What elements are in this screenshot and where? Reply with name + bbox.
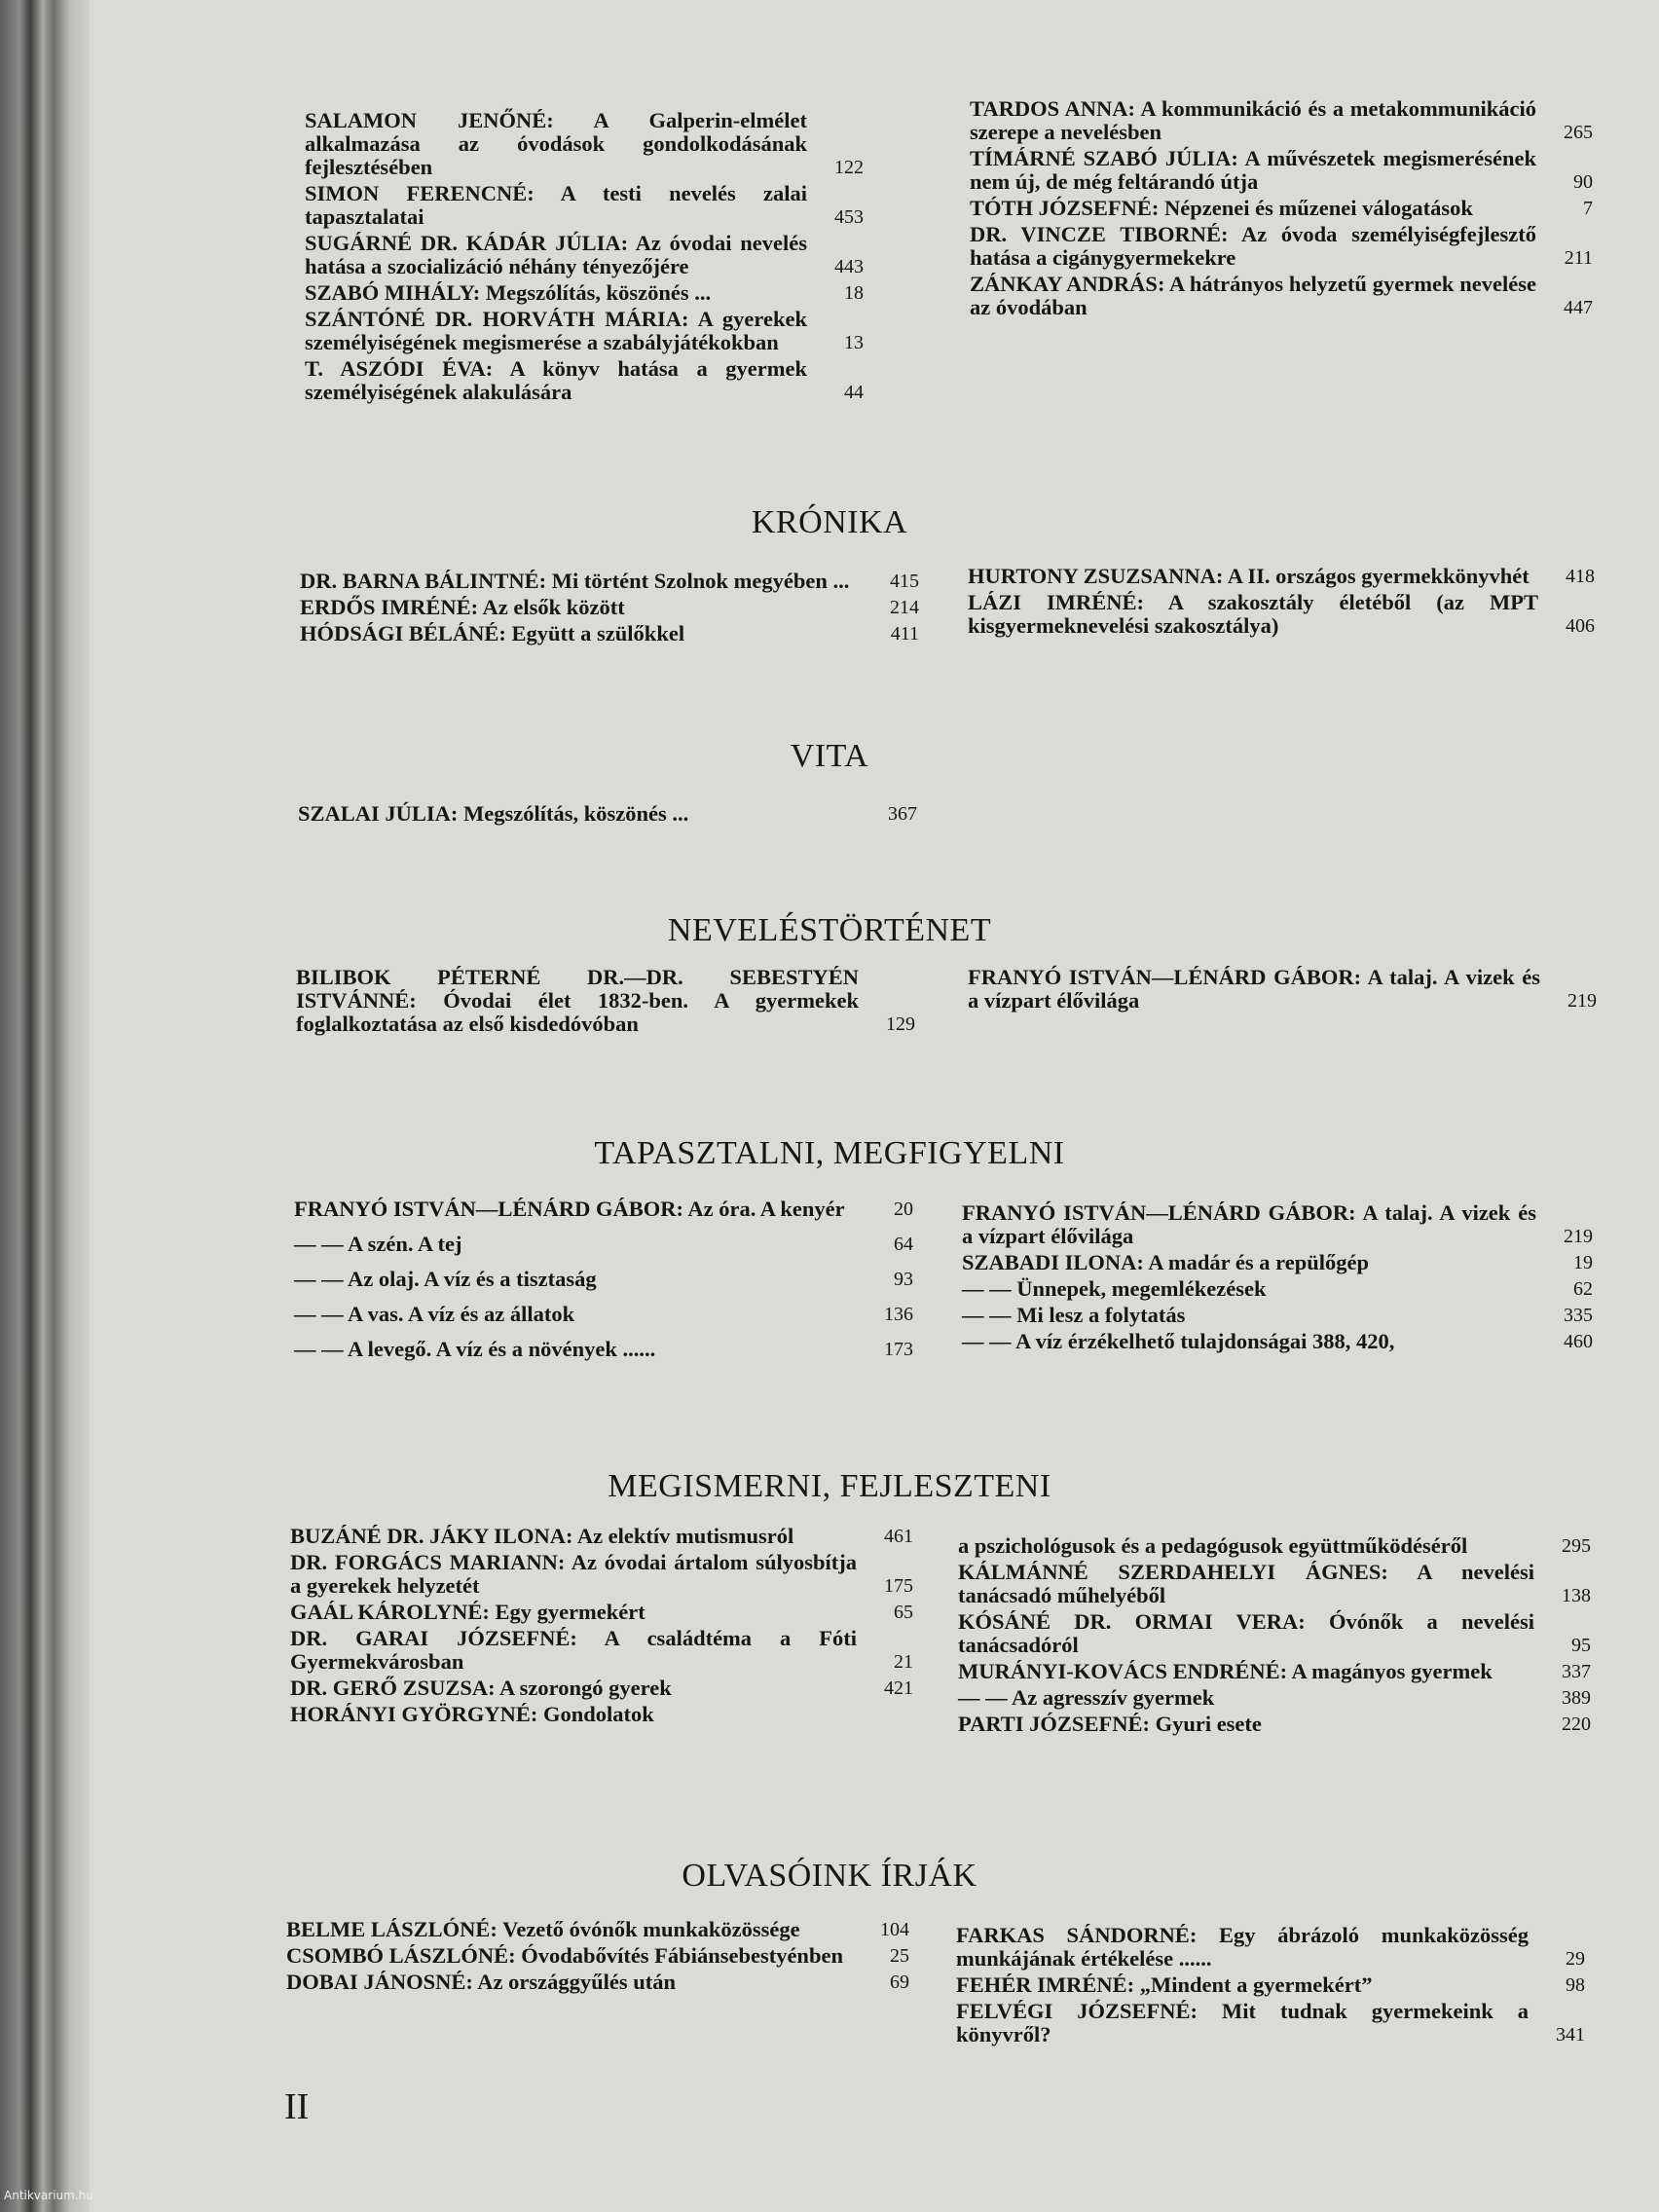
toc-entry: FARKAS SÁNDORNÉ: Egy ábrázoló munkaközösség munkájának értékelése ...... 29 [956, 1923, 1585, 1971]
toc-entry: ERDŐS IMRÉNÉ: Az elsők között 214 [300, 595, 919, 619]
olvasoink-right-column [956, 1924, 1585, 2049]
tapasztalni-right-column [962, 1201, 1593, 1356]
kronika-left-column [300, 570, 919, 648]
toc-entry: PARTI JÓZSEFNÉ: Gyuri esete 220 [958, 1712, 1591, 1736]
toc-entry: TÓTH JÓZSEFNÉ: Népzenei és műzenei válogatások 7 [970, 196, 1593, 220]
toc-entry: KÁLMÁNNÉ SZERDAHELYI ÁGNES: A nevelési tanácsadó műhelyéből 138 [958, 1560, 1591, 1607]
toc-entry: HORÁNYI GYÖRGYNÉ: Gondolatok [290, 1702, 654, 1726]
toc-entry: BILIBOK PÉTERNÉ DR.—DR. SEBESTYÉN ISTVÁNNÉ: Óvodai élet 1832-ben. A gyermekek foglalkoztatása az első kisdedóvóban 129 [296, 965, 915, 1036]
toc-entry: HURTONY ZSUZSANNA: A II. országos gyermekkönyvhét 418 [968, 564, 1595, 588]
toc-entry: BELME LÁSZLÓNÉ: Vezető óvónők munkaközössége 104 [286, 1917, 909, 1941]
top-right-column [970, 97, 1593, 322]
toc-entry: T. ASZÓDI ÉVA: A könyv hatása a gyermek személyiségének alakulására 44 [305, 356, 864, 404]
toc-entry: SUGÁRNÉ DR. KÁDÁR JÚLIA: Az óvodai nevelés hatása a szocializáció néhány tényezőjére 443 [305, 231, 864, 278]
toc-entry: SZÁNTÓNÉ DR. HORVÁTH MÁRIA: A gyerekek személyiségének megismerése a szabályjátékokban 13 [305, 307, 864, 354]
toc-entry: SZABADI ILONA: A madár és a repülőgép 19 [962, 1250, 1593, 1274]
toc-entry: LÁZI IMRÉNÉ: A szakosztály életéből (az MPT kisgyermeknevelési szakosztálya) 406 [968, 590, 1595, 638]
toc-entry: SIMON FERENCNÉ: A testi nevelés zalai tapasztalatai 453 [305, 181, 864, 229]
toc-entry: BUZÁNÉ DR. JÁKY ILONA: Az elektív mutismusról 461 [290, 1524, 913, 1548]
section-heading-vita: VITA [790, 738, 869, 774]
olvasoink-left-column [286, 1918, 909, 1997]
megismerni-right-column [958, 1534, 1591, 1739]
toc-entry: SZABÓ MIHÁLY: Megszólítás, köszönés ... 18 [305, 280, 864, 305]
neveles-right-column [968, 966, 1597, 1015]
toc-entry: KÓSÁNÉ DR. ORMAI VERA: Óvónők a nevelési tanácsadóról 95 [958, 1609, 1591, 1657]
toc-entry: DR. FORGÁCS MARIANN: Az óvodai ártalom súlyosbítja a gyerekek helyzetét 175 [290, 1550, 913, 1598]
neveles-left-column [296, 966, 915, 1039]
toc-entry: TÍMÁRNÉ SZABÓ JÚLIA: A művészetek megismerésének nem új, de még feltárandó útja 90 [970, 146, 1593, 194]
toc-entry: FRANYÓ ISTVÁN—LÉNÁRD GÁBOR: A talaj. A vizek és a vízpart élővilága 219 [968, 965, 1597, 1013]
toc-entry: FEHÉR IMRÉNÉ: „Mindent a gyermekért” 98 [956, 1972, 1585, 1997]
toc-entry: SALAMON JENŐNÉ: A Galperin-elmélet alkalmazása az óvodások gondolkodásának fejlesztésében 122 [305, 108, 864, 179]
toc-entry: DR. GARAI JÓZSEFNÉ: A családtéma a Fóti Gyermekvárosban 21 [290, 1626, 913, 1674]
toc-entry: — — Az olaj. A víz és a tisztaság 93 [294, 1267, 913, 1291]
toc-entry: — — A vas. A víz és az állatok 136 [294, 1302, 913, 1326]
page-number: II [284, 2086, 310, 2127]
toc-entry: HÓDSÁGI BÉLÁNÉ: Együtt a szülőkkel 411 [300, 621, 919, 645]
toc-entry: — — Mi lesz a folytatás 335 [962, 1303, 1593, 1327]
toc-entry: — — Az agresszív gyermek 389 [958, 1685, 1591, 1710]
toc-entry: DOBAI JÁNOSNÉ: Az országgyűlés után 69 [286, 1970, 909, 1994]
toc-entry: — — A víz érzékelhető tulajdonságai 388, 420, 460 [962, 1329, 1593, 1353]
toc-entry: — — A levegő. A víz és a növények ...... 173 [294, 1337, 913, 1361]
toc-entry: CSOMBÓ LÁSZLÓNÉ: Óvodabővítés Fábiánsebestyénben 25 [286, 1943, 909, 1968]
toc-entry: SZALAI JÚLIA: Megszólítás, köszönés ... 367 [298, 801, 917, 826]
megismerni-left-column [290, 1525, 913, 1729]
vita-column [298, 802, 917, 829]
section-heading-tapasztalni: TAPASZTALNI, MEGFIGYELNI [594, 1135, 1065, 1171]
toc-entry: TARDOS ANNA: A kommunikáció és a metakommunikáció szerepe a nevelésben 265 [970, 96, 1593, 144]
kronika-right-column [968, 565, 1595, 641]
toc-entry: ZÁNKAY ANDRÁS: A hátrányos helyzetű gyermek nevelése az óvodában 447 [970, 272, 1593, 319]
top-left-column [305, 109, 864, 407]
toc-entry: DR. GERŐ ZSUZSA: A szorongó gyerek 421 [290, 1676, 913, 1700]
watermark-credit: Antikvarium.hu [4, 2189, 93, 2202]
toc-entry: a pszichológusok és a pedagógusok együttműködéséről 295 [958, 1533, 1591, 1558]
toc-entry: — — A szén. A tej 64 [294, 1232, 913, 1256]
toc-entry: DR. BARNA BÁLINTNÉ: Mi történt Szolnok megyében ... 415 [300, 569, 919, 593]
section-heading-olvasoink: OLVASÓINK ÍRJÁK [682, 1858, 977, 1894]
toc-entry: FELVÉGI JÓZSEFNÉ: Mit tudnak gyermekeink a könyvről? 341 [956, 1999, 1585, 2046]
section-heading-nevelestortenet: NEVELÉSTÖRTÉNET [667, 912, 992, 948]
toc-entry: FRANYÓ ISTVÁN—LÉNÁRD GÁBOR: Az óra. A kenyér 20 [294, 1197, 913, 1221]
toc-entry: GAÁL KÁROLYNÉ: Egy gyermekért 65 [290, 1600, 913, 1624]
section-heading-kronika: KRÓNIKA [751, 504, 908, 540]
toc-entry: — — Ünnepek, megemlékezések 62 [962, 1276, 1593, 1301]
toc-entry: MURÁNYI-KOVÁCS ENDRÉNÉ: A magányos gyermek 337 [958, 1659, 1591, 1683]
toc-entry: FRANYÓ ISTVÁN—LÉNÁRD GÁBOR: A talaj. A vizek és a vízpart élővilága 219 [962, 1200, 1593, 1248]
tapasztalni-left-column [294, 1198, 913, 1364]
toc-entry: DR. VINCZE TIBORNÉ: Az óvoda személyiségfejlesztő hatása a cigánygyermekekre 211 [970, 222, 1593, 270]
section-heading-megismerni: MEGISMERNI, FEJLESZTENI [608, 1468, 1051, 1504]
